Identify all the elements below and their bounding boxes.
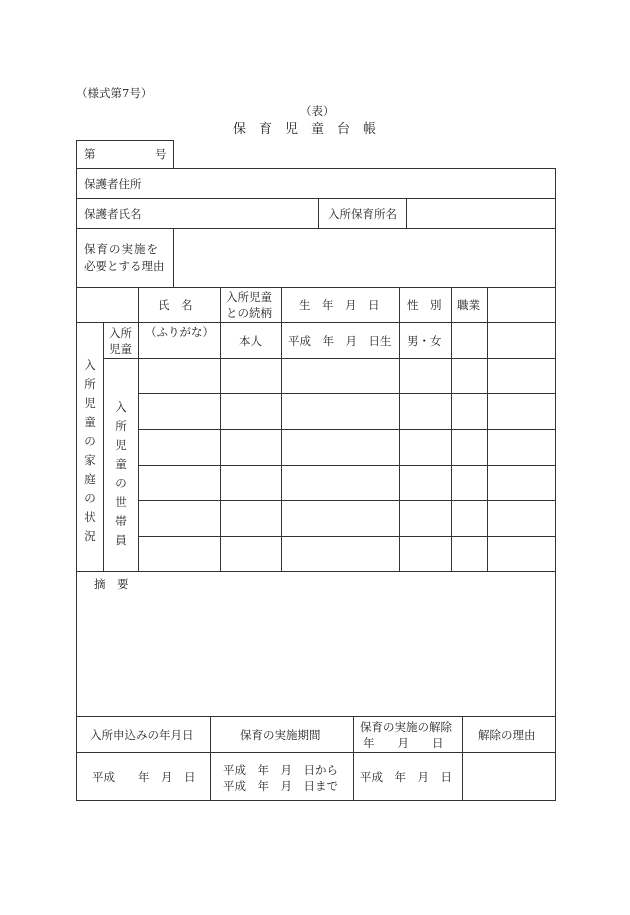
gender-value: 男・女 [407,334,442,348]
cancel-header-line1: 保育の実施の解除 [360,720,452,734]
header-gender: 性 別 [407,298,442,312]
apply-date-header: 入所申込みの年月日 [90,728,194,742]
cancel-header-line2: 年 月 日 [363,736,444,750]
reason-label-line1: 保育の実施を [84,242,159,256]
nursery-name-label: 入所保育所名 [328,207,397,221]
guardian-address-label: 保護者住所 [84,177,142,191]
child-label-line2: 児童 [109,342,132,356]
header-birth: 生 年 月 日 [299,298,380,312]
number-label-prefix: 第 [84,147,96,161]
number-label-suffix: 号 [155,147,167,161]
header-relation-line1: 入所児童 [226,290,272,304]
period-header: 保育の実施期間 [240,728,321,742]
cancel-date-value: 平成 年 月 日 [360,770,452,784]
period-to-value: 平成 年 月 日まで [223,779,338,793]
household-members-label: 入 所 児 童 の 世 帯 員 [115,400,127,547]
header-job: 職業 [457,298,480,312]
guardian-name-label: 保護者氏名 [84,207,142,221]
header-relation-line2: との続柄 [226,306,272,320]
header-name: 氏 名 [158,298,193,312]
page-title: 保 育 児 童 台 帳 [233,122,377,137]
period-from-value: 平成 年 月 日から [223,763,338,777]
cancel-reason-header: 解除の理由 [478,728,536,742]
birth-value: 平成 年 月 日生 [288,334,392,348]
form-number: （様式第7号） [76,86,153,100]
front-label: （表） [300,104,335,118]
reason-label-line2: 必要とする理由 [84,259,165,273]
child-label-line1: 入所 [109,326,132,340]
furigana-label: （ふりがな） [145,325,214,339]
self-label: 本人 [239,334,262,348]
apply-date-value: 平成 年 月 日 [92,770,196,784]
family-status-label: 入 所 児 童 の 家 庭 の 状 況 [84,358,96,543]
summary-label: 摘 要 [94,577,129,591]
